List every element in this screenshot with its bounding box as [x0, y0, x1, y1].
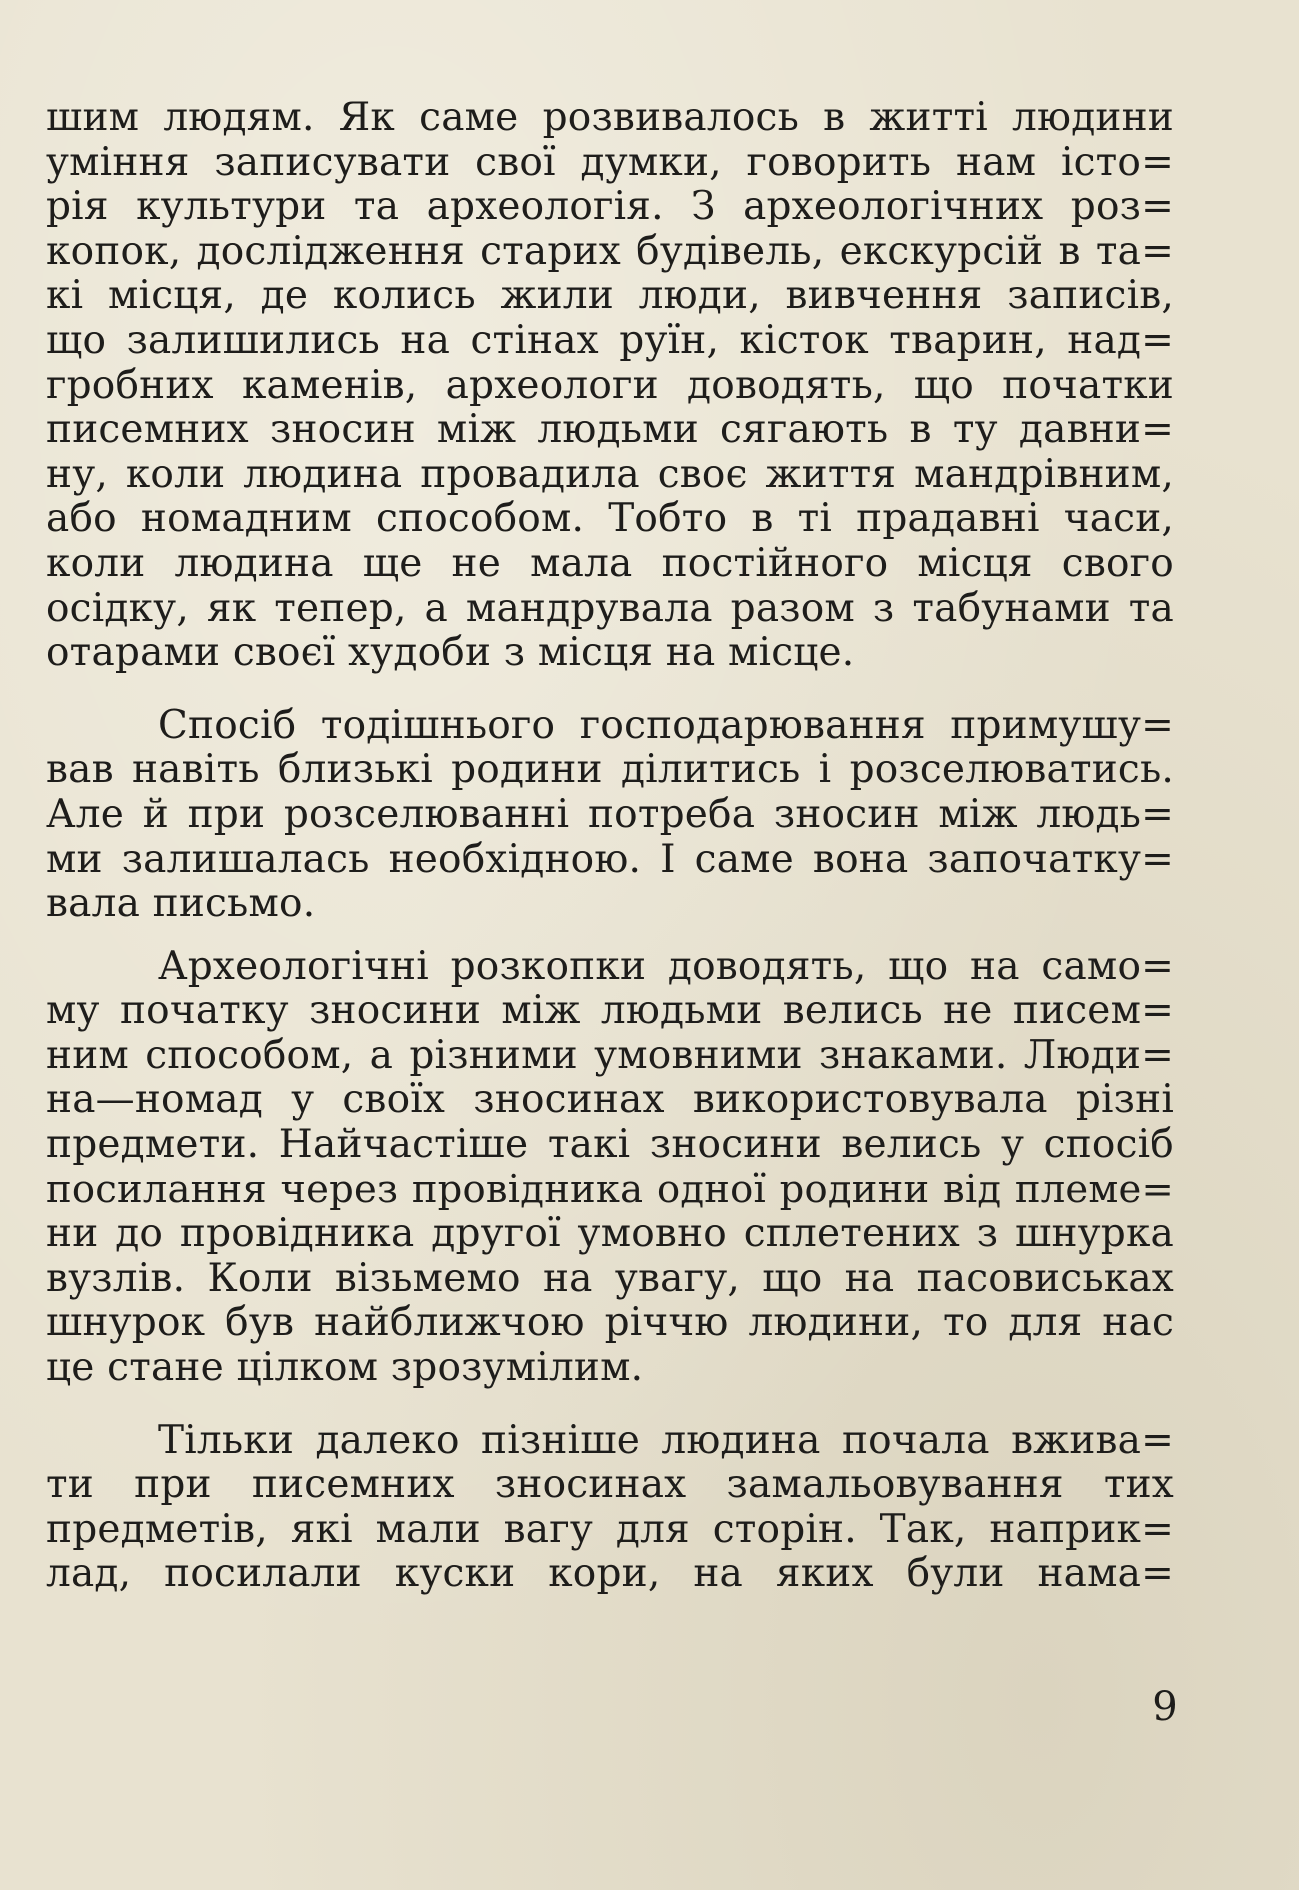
- text-line: копок, дослідження старих будівель, екскурсій в та=: [46, 229, 1174, 274]
- text-line: му початку зносини між людьми велись не писем=: [46, 989, 1174, 1034]
- text-line: посилання через провідника одної родини від племе=: [46, 1167, 1174, 1212]
- text-line: Археологічні розкопки доводять, що на само=: [158, 944, 1174, 989]
- text-line: ну, коли людина провадила своє життя мандрівним,: [46, 452, 1174, 497]
- text-line: ним способом, а різними умовними знаками. Люди=: [46, 1033, 1174, 1078]
- text-line: Спосіб тодішнього господарювання примушу=: [158, 703, 1174, 748]
- text-line: це стане цілком зрозумілим.: [46, 1346, 644, 1391]
- text-line: рія культури та археологія. З археологічних роз=: [46, 185, 1174, 230]
- text-line: лад, посилали куски кори, на яких були нама=: [46, 1552, 1174, 1597]
- text-line: ти при писемних зносинах замальовування тих: [46, 1463, 1174, 1508]
- text-line: уміння записувати свої думки, говорить нам істо=: [46, 140, 1174, 185]
- text-line: Але й при розселюванні потреба зносин між людь=: [46, 792, 1174, 837]
- paragraph-4: [46, 1419, 1174, 1597]
- paragraph-1: [46, 96, 1174, 676]
- text-line: вав навіть близькі родини ділитись і розселюватись.: [46, 748, 1174, 793]
- text-line: отарами своєї худоби з місця на місце.: [46, 631, 855, 676]
- paragraph-2: [46, 704, 1174, 927]
- text-line: шнурок був найближчою річчю людини, то для нас: [46, 1301, 1174, 1346]
- text-line: предметів, які мали вагу для сторін. Так, наприк=: [46, 1507, 1174, 1552]
- text-line: кі місця, де колись жили люди, вивчення записів,: [46, 274, 1174, 319]
- page-number: 9: [1152, 1684, 1178, 1730]
- text-line: що залишились на стінах руїн, кісток тварин, над=: [46, 318, 1174, 363]
- text-line: осідку, як тепер, а мандрувала разом з табунами та: [46, 586, 1174, 631]
- text-line: вузлів. Коли візьмемо на увагу, що на пасовиськах: [46, 1256, 1174, 1301]
- text-line: Тільки далеко пізніше людина почала вжива=: [158, 1418, 1174, 1463]
- text-line: коли людина ще не мала постійного місця свого: [46, 541, 1174, 586]
- text-line: шим людям. Як саме розвивалось в житті людини: [46, 96, 1174, 140]
- text-line: предмети. Найчастіше такі зносини велись у спосіб: [46, 1123, 1174, 1168]
- text-line: або номадним способом. Тобто в ті прадавні часи,: [46, 497, 1174, 542]
- text-line: гробних каменів, археологи доводять, що початки: [46, 363, 1174, 408]
- paragraph-3: [46, 945, 1174, 1391]
- text-line: ми залишалась необхідною. І саме вона започатку=: [46, 837, 1174, 882]
- body-text: [46, 96, 1174, 1597]
- text-line: писемних зносин між людьми сягають в ту давни=: [46, 408, 1174, 453]
- text-line: ни до провідника другої умовно сплетених з шнурка: [46, 1212, 1174, 1257]
- text-line: вала письмо.: [46, 882, 316, 927]
- text-line: на—номад у своїх зносинах використовувала різні: [46, 1078, 1174, 1123]
